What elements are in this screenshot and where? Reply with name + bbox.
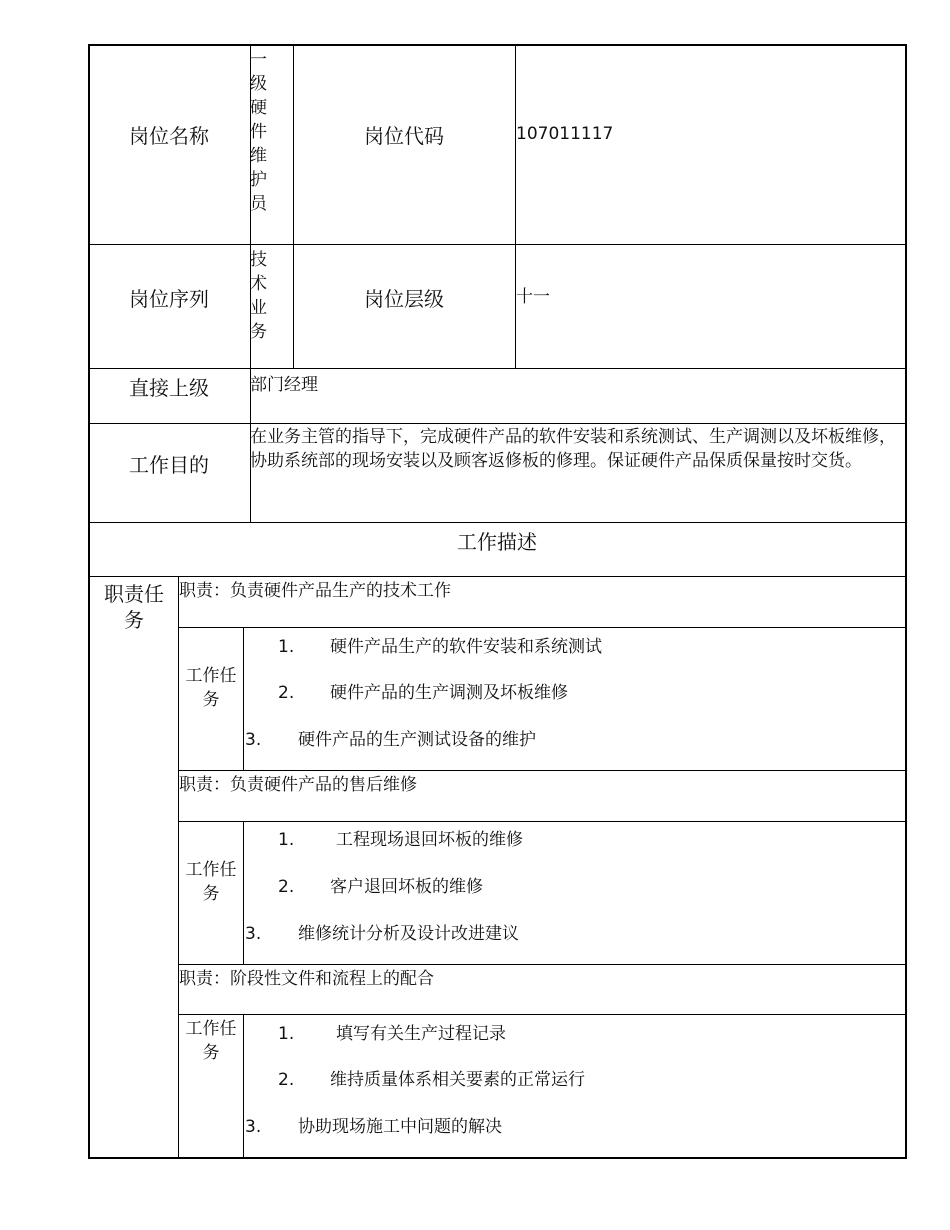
superior-value: 部门经理: [250, 375, 318, 395]
purpose-label: 工作目的: [129, 452, 209, 477]
task-item: 3. 硬件产品的生产测试设备的维护: [245, 730, 536, 750]
task-item: 3. 协助现场施工中问题的解决: [245, 1117, 502, 1137]
post-level-label: 岗位层级: [364, 286, 444, 311]
superior-label: 直接上级: [129, 375, 209, 400]
task-item: 2. 客户退回坏板的维修: [278, 877, 483, 897]
job-description-table: [88, 44, 906, 1158]
duty-title: 职责：阶段性文件和流程上的配合: [179, 969, 434, 989]
task-item: 2. 维持质量体系相关要素的正常运行: [278, 1070, 585, 1090]
post-name-label: 岗位名称: [129, 123, 209, 148]
post-level-value: 十一: [516, 287, 550, 307]
task-label: 工作任务: [185, 860, 237, 904]
task-label: 工作任务: [185, 1019, 237, 1063]
description-title: 工作描述: [457, 529, 537, 554]
task-item: 1. 硬件产品生产的软件安装和系统测试: [278, 637, 602, 657]
duties-label: 职责任务: [104, 582, 164, 632]
task-label: 工作任务: [185, 666, 237, 710]
duty-title: 职责：负责硬件产品生产的技术工作: [179, 581, 451, 601]
task-item: 1. 工程现场退回坏板的维修: [278, 830, 523, 850]
task-item: 2. 硬件产品的生产调测及坏板维修: [278, 683, 568, 703]
purpose-value: 在业务主管的指导下，完成硬件产品的软件安装和系统测试、生产调测以及坏板维修，协助系统部的现场安装以及顾客返修板的修理。保证硬件产品保质保量按时交货。: [250, 427, 896, 471]
task-item: 1. 填写有关生产过程记录: [278, 1024, 506, 1044]
duty-title: 职责：负责硬件产品的售后维修: [179, 775, 417, 795]
post-series-value: 技术业务: [250, 250, 267, 342]
task-item: 3. 维修统计分析及设计改进建议: [245, 924, 519, 944]
post-code-value: 107011117: [516, 124, 614, 144]
post-series-label: 岗位序列: [129, 286, 209, 311]
post-name-value: 一级硬件维护员: [250, 50, 267, 214]
post-code-label: 岗位代码: [364, 123, 444, 148]
